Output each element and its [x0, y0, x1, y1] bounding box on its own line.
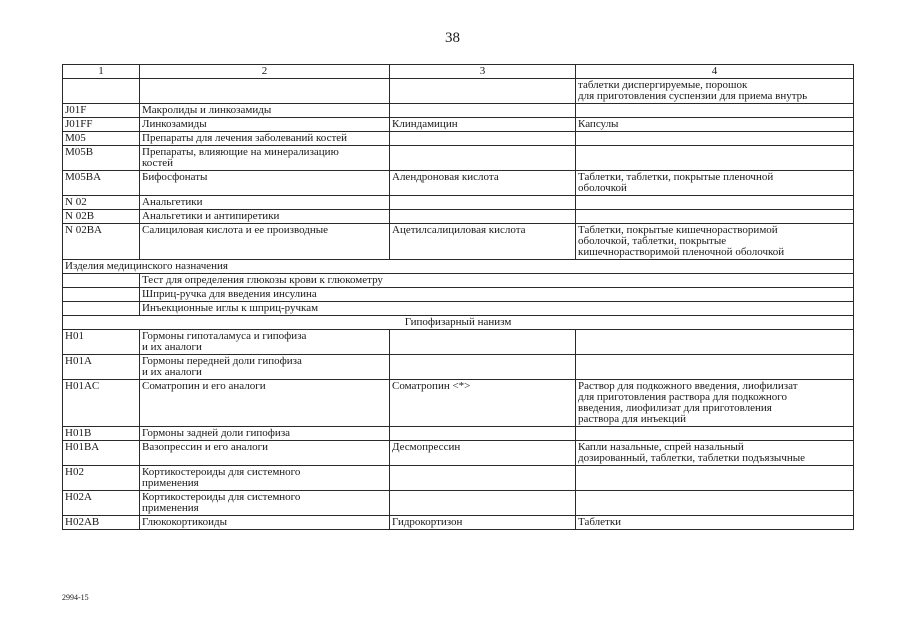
dosage-form-cell: Таблетки, покрытые кишечнорастворимой оболочкой, таблетки, покрытые кишечнорастворимой пленочной оболочкой: [576, 224, 854, 260]
atc-code-cell: H02: [63, 466, 140, 491]
device-row: [63, 274, 854, 288]
section-title: Изделия медицинского назначения: [63, 260, 854, 274]
empty-cell: [63, 274, 140, 288]
table-row: [63, 491, 854, 516]
drug-name-cell: [390, 427, 576, 441]
atc-code-cell: M05B: [63, 146, 140, 171]
document-code: 2994-15: [62, 593, 89, 602]
drug-name-cell: Ацетилсалициловая кислота: [390, 224, 576, 260]
group-name-cell: Соматропин и его аналоги: [140, 380, 390, 427]
table-row: [63, 79, 854, 104]
atc-code-cell: H01A: [63, 355, 140, 380]
table-row: [63, 466, 854, 491]
group-name-cell: Анальгетики и антипиретики: [140, 210, 390, 224]
drug-name-cell: [390, 132, 576, 146]
dosage-form-cell: [576, 491, 854, 516]
atc-code-cell: H01: [63, 330, 140, 355]
drug-name-cell: [390, 491, 576, 516]
device-name-cell: Инъекционные иглы к шприц-ручкам: [140, 302, 854, 316]
dosage-form-cell: Капсулы: [576, 118, 854, 132]
atc-code-cell: H02AB: [63, 516, 140, 530]
dosage-form-cell: [576, 132, 854, 146]
atc-code-cell: N 02: [63, 196, 140, 210]
dosage-form-cell: [576, 104, 854, 118]
dosage-form-cell: [576, 210, 854, 224]
atc-code-cell: H01B: [63, 427, 140, 441]
group-name-cell: Бифосфонаты: [140, 171, 390, 196]
group-name-cell: Макролиды и линкозамиды: [140, 104, 390, 118]
dosage-form-cell: [576, 196, 854, 210]
drug-name-cell: [390, 146, 576, 171]
table-row: [63, 355, 854, 380]
dosage-form-cell: Капли назальные, спрей назальный дозированный, таблетки, таблетки подъязычные: [576, 441, 854, 466]
group-name-cell: Гормоны задней доли гипофиза: [140, 427, 390, 441]
drug-name-cell: Соматропин <*>: [390, 380, 576, 427]
group-name-cell: Гормоны гипоталамуса и гипофиза и их аналоги: [140, 330, 390, 355]
atc-code-cell: H01BA: [63, 441, 140, 466]
dosage-form-cell: [576, 146, 854, 171]
group-name-cell: Анальгетики: [140, 196, 390, 210]
dosage-form-cell: Таблетки, таблетки, покрытые пленочной оболочкой: [576, 171, 854, 196]
device-name-cell: Тест для определения глюкозы крови к глюкометру: [140, 274, 854, 288]
drug-name-cell: [390, 210, 576, 224]
table-row: [63, 104, 854, 118]
atc-code-cell: M05BA: [63, 171, 140, 196]
subsection-row: [63, 316, 854, 330]
drug-name-cell: [390, 196, 576, 210]
table-row: [63, 210, 854, 224]
group-name-cell: Глюкокортикоиды: [140, 516, 390, 530]
table-row: [63, 224, 854, 260]
dosage-form-cell: [576, 427, 854, 441]
atc-code-cell: [63, 79, 140, 104]
atc-code-cell: N 02B: [63, 210, 140, 224]
page-number: 38: [445, 30, 460, 46]
drug-name-cell: [390, 104, 576, 118]
table-row: [63, 118, 854, 132]
atc-code-cell: M05: [63, 132, 140, 146]
device-name-cell: Шприц-ручка для введения инсулина: [140, 288, 854, 302]
dosage-form-cell: Таблетки: [576, 516, 854, 530]
group-name-cell: Препараты, влияющие на минерализацию костей: [140, 146, 390, 171]
group-name-cell: Кортикостероиды для системного применения: [140, 466, 390, 491]
group-name-cell: [140, 79, 390, 104]
device-row: [63, 288, 854, 302]
table-row: [63, 441, 854, 466]
table-row: [63, 330, 854, 355]
atc-code-cell: J01F: [63, 104, 140, 118]
group-name-cell: Препараты для лечения заболеваний костей: [140, 132, 390, 146]
column-header-1: 1: [63, 65, 140, 79]
column-header-2: 2: [140, 65, 390, 79]
drug-name-cell: [390, 330, 576, 355]
table-row: [63, 146, 854, 171]
drug-name-cell: Алендроновая кислота: [390, 171, 576, 196]
atc-code-cell: H02A: [63, 491, 140, 516]
dosage-form-cell: Раствор для подкожного введения, лиофилизат для приготовления раствора для подкожного введения, лиофилизат для приготовления раствора для инъекций: [576, 380, 854, 427]
column-header-4: 4: [576, 65, 854, 79]
dosage-form-cell: [576, 355, 854, 380]
atc-code-cell: N 02BA: [63, 224, 140, 260]
table-row: [63, 380, 854, 427]
table-row: [63, 171, 854, 196]
group-name-cell: Кортикостероиды для системного применения: [140, 491, 390, 516]
table-row: [63, 427, 854, 441]
empty-cell: [63, 302, 140, 316]
dosage-form-cell: [576, 330, 854, 355]
subsection-title: Гипофизарный нанизм: [63, 316, 854, 330]
drug-name-cell: [390, 466, 576, 491]
group-name-cell: Линкозамиды: [140, 118, 390, 132]
section-row: [63, 260, 854, 274]
group-name-cell: Гормоны передней доли гипофиза и их аналоги: [140, 355, 390, 380]
drug-name-cell: Десмопрессин: [390, 441, 576, 466]
dosage-form-cell: таблетки диспергируемые, порошок для приготовления суспензии для приема внутрь: [576, 79, 854, 104]
atc-code-cell: J01FF: [63, 118, 140, 132]
drug-name-cell: [390, 355, 576, 380]
table-row: [63, 516, 854, 530]
drug-name-cell: [390, 79, 576, 104]
group-name-cell: Салициловая кислота и ее производные: [140, 224, 390, 260]
atc-code-cell: H01AC: [63, 380, 140, 427]
drug-name-cell: Гидрокортизон: [390, 516, 576, 530]
dosage-form-cell: [576, 466, 854, 491]
drug-table: [62, 64, 854, 530]
group-name-cell: Вазопрессин и его аналоги: [140, 441, 390, 466]
column-header-3: 3: [390, 65, 576, 79]
header-row: [63, 65, 854, 79]
device-row: [63, 302, 854, 316]
drug-name-cell: Клиндамицин: [390, 118, 576, 132]
table-row: [63, 132, 854, 146]
empty-cell: [63, 288, 140, 302]
table-row: [63, 196, 854, 210]
